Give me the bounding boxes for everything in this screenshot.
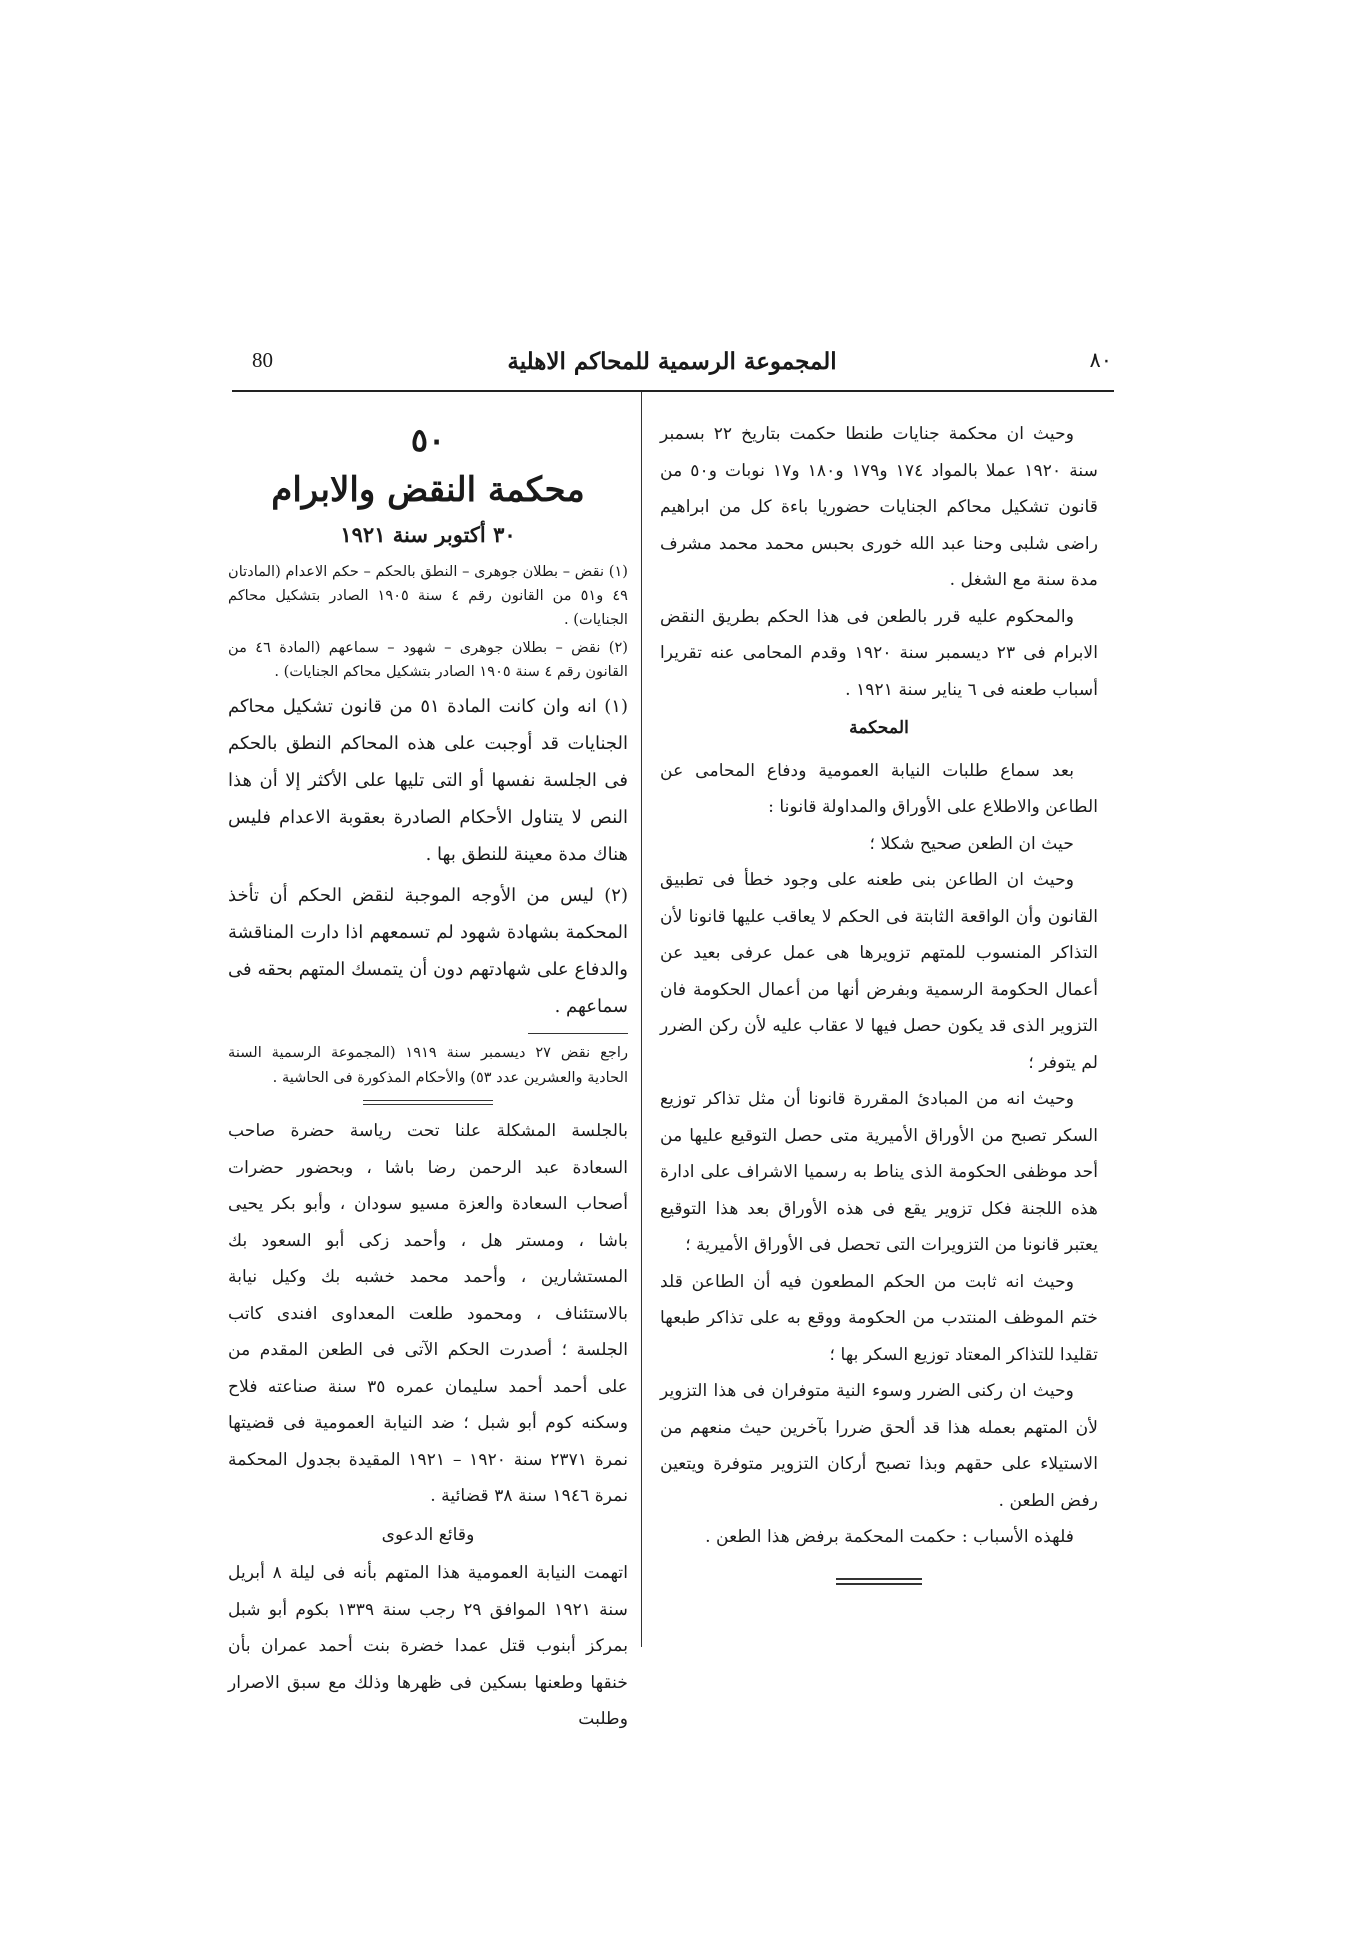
page-number-arabic: ٨٠ [1089,348,1112,372]
reference-note: راجع نقض ٢٧ ديسمبر سنة ١٩١٩ (المجموعة الرسمية السنة الحادية والعشرين عدد ٥٣) والأحكام المذكورة فى الحاشية . [228,1044,629,1086]
column-divider [641,392,642,1647]
paragraph: بالجلسة المشكلة علنا تحت رياسة حضرة صاحب السعادة عبد الرحمن رضا باشا ، وبحضور حضرات أصحاب السعادة والعزة مسيو سودان ، وأبو بكر يحيى باشا ، ومستر هل ، وأحمد زكى أبو السعود بك المستشارين ، وأحمد محمد خشبه بك وكيل نيابة بالاستئناف ، ومحمود طلعت المعداوى افندى كاتب الجلسة ؛ أصدرت الحكم الآتى فى الطعن المقدم من على أحمد أحمد سليمان عمره ٣٥ سنة صناعته فلاح وسكنه كوم أبو شبل ؛ ضد النيابة العمومية فى قضيتها نمرة ٢٣٧١ سنة ١٩٢٠ – ١٩٢١ المقيدة بجدول المحكمة نمرة ١٩٤٦ سنة ٣٨ قضائية . [228,1121,628,1506]
facts-text [228,1555,628,1738]
right-intro [660,416,1098,708]
principle: (٢) ليس من الأوجه الموجبة لنقض الحكم أن تأخذ المحكمة بشهادة شهود لم تسمعهم اذا دارت المناقشة والدفاع على شهادتهم دون أن يتمسك المتهم بحقه فى سماعهم . [228,885,628,1017]
paragraph: وحيث ان الطاعن بنى طعنه على وجود خطأ فى تطبيق القانون وأن الواقعة الثابتة فى الحكم لا يعاقب عليها قانونا لأن التذاكر المنسوب للمتهم تزويرها هى عمل عرفى بعيد عن أعمال الحكومة الرسمية وبفرض أنها من أعمال الحكومة فان التزوير الذى قد يكون حصل فيها لا عقاب عليه لأن ركن الضرر لم يتوفر ؛ [660,870,1098,1073]
page-number-latin: 80 [252,348,273,372]
principles [228,688,628,1025]
reference-rule [528,1033,628,1034]
paragraph: وحيث انه من المبادئ المقررة قانونا أن مثل تذاكر توزيع السكر تصبح من الأوراق الأميرية متى حصل التوقيع عليها من أحد موظفى الحكومة الذى يناط به رسميا الاشراف على ادارة هذه اللجنة فكل تزوير يقع فى هذه الأوراق بعد هذا التوقيع يعتبر قانونا من التزويرات التى تحصل فى الأوراق الأميرية ؛ [660,1089,1098,1255]
court-name: محكمة النقض والابرام [271,470,585,510]
paragraph: بعد سماع طلبات النيابة العمومية ودفاع المحامى عن الطاعن والاطلاع على الأوراق والمداولة قانونا : [660,760,1098,817]
syllabus-item: (٢) نقض – بطلان جوهرى – شهود – سماعهم (المادة ٤٦ من القانون رقم ٤ سنة ١٩٠٥ الصادر بتشكيل محاكم الجنايات) . [228,639,628,680]
ruling-body [660,753,1098,1556]
page-header [232,348,1112,382]
header-rule [232,390,1114,392]
session-text [228,1113,628,1515]
verdict: فلهذه الأسباب : حكمت المحكمة برفض هذا الطعن . [705,1527,1074,1547]
case-number: ٥٠ [410,421,446,459]
paragraph: اتهمت النيابة العمومية هذا المتهم بأنه فى ليلة ٨ أبريل سنة ١٩٢١ الموافق ٢٩ رجب سنة ١٣٣٩ بكوم أبو شبل بمركز أبنوب قتل عمدا خضرة بنت أحمد عمران بأن خنقها وطعنها بسكين فى ظهرها وذلك مع سبق الاصرار وطلبت [228,1563,628,1729]
end-rule [836,1578,922,1585]
left-column [228,416,628,1738]
principle: (١) انه وان كانت المادة ٥١ من قانون تشكيل محاكم الجنايات قد أوجبت على هذه المحاكم النطق بالحكم فى الجلسة نفسها أو التى تليها على الأكثر إلا أن هذا النص لا يتناول الأحكام الصادرة بعقوبة الاعدام فليس هناك مدة معينة للنطق بها . [228,696,628,865]
court-heading: المحكمة [849,718,909,738]
running-title: المجموعة الرسمية للمحاكم الاهلية [507,348,837,375]
paragraph: والمحكوم عليه قرر بالطعن فى هذا الحكم بطريق النقض الابرام فى ٢٣ ديسمبر سنة ١٩٢٠ وقدم المحامى عنه تقريرا أسباب طعنه فى ٦ يناير سنة ١٩٢١ . [660,606,1098,700]
facts-heading: وقائع الدعوى [381,1524,475,1545]
section-separator [363,1100,493,1105]
paragraph: وحيث انه ثابت من الحكم المطعون فيه أن الطاعن قلد ختم الموظف المنتدب من الحكومة ووقع به على تذاكر طبعها تقليدا للتذاكر المعتاد توزيع السكر بها ؛ [660,1271,1098,1365]
syllabus [228,560,628,684]
case-date: ٣٠ أكتوبر سنة ١٩٢١ [340,522,516,547]
syllabus-item: (١) نقض – بطلان جوهرى – النطق بالحكم – حكم الاعدام (المادتان ٤٩ و٥١ من القانون رقم ٤ سنة ١٩٠٥ الصادر بتشكيل محاكم الجنايات) . [228,563,629,628]
right-column [660,416,1098,1585]
paragraph: وحيث ان محكمة جنايات طنطا حكمت بتاريخ ٢٢ بسمبر سنة ١٩٢٠ عملا بالمواد ١٧٤ و١٧٩ و١٨٠ و١٧ نوبات و٥٠ من قانون تشكيل محاكم الجنايات حضوريا باءة كل من ابراهيم راضى شلبى وحنا عبد الله خورى بحبس محمد محمد مشرف مدة سنة مع الشغل . [660,424,1099,590]
paragraph: وحيث ان ركنى الضرر وسوء النية متوفران فى هذا التزوير لأن المتهم بعمله هذا قد ألحق ضررا بآخرين حيث منعهم من الاستيلاء على حقهم وبذا تصبح أركان التزوير متوفرة ويتعين رفض الطعن . [660,1381,1098,1511]
paragraph: حيث ان الطعن صحيح شكلا ؛ [869,833,1074,854]
